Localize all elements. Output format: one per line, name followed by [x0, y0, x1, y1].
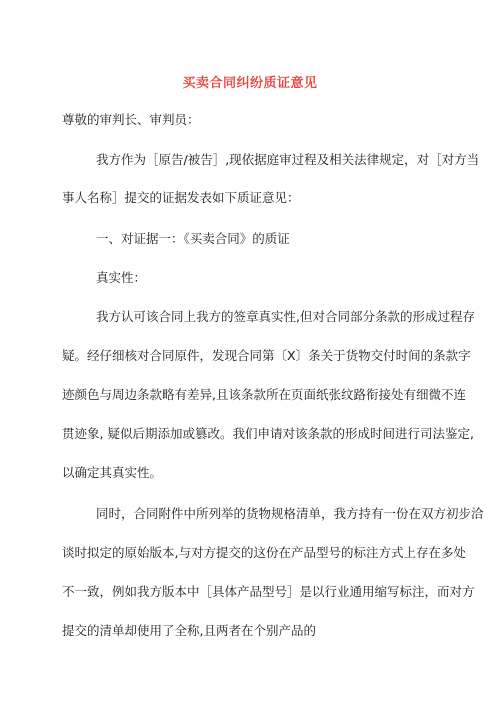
salutation: 尊敬的审判长、审判员： [62, 112, 200, 127]
paragraph3-line3: 不一致，例如我方版本中［具体产品型号］是以行业通用缩写标注，而对方 [62, 584, 475, 599]
paragraph2-line5: 以确定其真实性。 [62, 465, 163, 480]
paragraph3-line4: 提交的清单却使用了全称,且两者在个别产品的 [62, 623, 316, 638]
paragraph2-line4: 贯迹象, 疑似后期添加或篡改。我们申请对该条款的形成时间进行司法鉴定, [62, 426, 474, 441]
section1-heading: 一、对证据一：《买卖合同》的质证 [96, 231, 290, 246]
paragraph3-line2: 谈时拟定的原始版本,与对方提交的这份在产品型号的标注方式上存在多处 [62, 545, 466, 560]
paragraph2-line3: 迹颜色与周边条款略有差异,且该条款所在页面纸张纹路衔接处有细微不连 [62, 387, 466, 402]
authenticity-heading: 真实性： [96, 270, 147, 285]
paragraph1-line2: 事人名称］提交的证据发表如下质证意见： [62, 190, 300, 205]
document-title: 买卖合同纠纷质证意见 [182, 76, 318, 91]
paragraph3-line1: 同时，合同附件中所列举的货物规格清单，我方持有一份在双方初步洽 [96, 506, 484, 521]
paragraph2-line2: 疑。经仔细核对合同原件，发现合同第〔X〕条关于货物交付时间的条款字 [62, 348, 471, 363]
paragraph2-line1: 我方认可该合同上我方的签章真实性,但对合同部分条款的形成过程存 [96, 309, 475, 324]
paragraph1-line1: 我方作为［原告/被告］,现依据庭审过程及相关法律规定，对［对方当 [96, 152, 480, 167]
